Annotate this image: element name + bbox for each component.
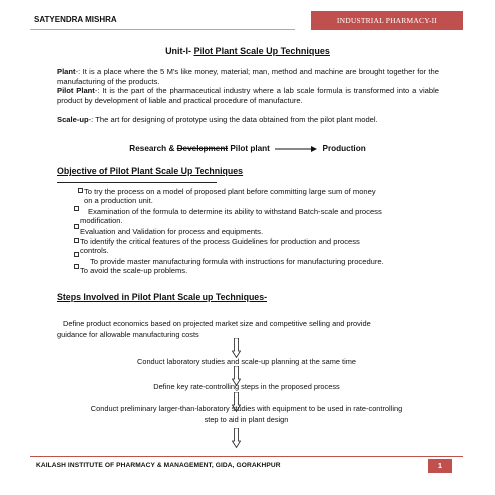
step-line: Conduct preliminary larger-than-laboratory studies with equipment to be used in rate-controlling: [90, 404, 403, 413]
definition-separator: -:: [75, 67, 83, 76]
objective-item: [80, 266, 187, 275]
objective-line: To avoid the scale-up problems.: [80, 266, 188, 275]
step-item: [30, 403, 463, 425]
step-line: guidance for allowable manufacturing costs: [57, 330, 199, 339]
definition-term: Scale-up: [57, 115, 89, 124]
definition-term: Pilot Plant: [57, 86, 95, 95]
objective-item: [80, 227, 263, 236]
step-item: [30, 381, 463, 392]
objective-item: [84, 187, 376, 205]
header-author: SATYENDRA MISHRA: [30, 11, 295, 30]
definition-term: Plant: [57, 67, 76, 76]
header-subject: INDUSTRIAL PHARMACY-II: [311, 11, 463, 30]
checkbox-icon: [74, 238, 79, 243]
step-line: Define key rate-controlling steps in the proposed process: [153, 382, 340, 391]
definition-text: It is a place where the 5 M's like money, material; man, method and machine are brought together for the manufacturing of the products.: [57, 67, 439, 86]
footer-institute: KAILASH INSTITUTE OF PHARMACY & MANAGEMENT, GIDA, GORAKHPUR: [36, 462, 281, 469]
definition-text: The art for designing of prototype using the data obtained from the pilot plant model.: [95, 115, 378, 124]
objective-item: [80, 237, 360, 255]
down-arrow-icon: [232, 338, 241, 358]
flow-development: Development: [176, 144, 229, 153]
objective-line: To identify the critical features of the process Guidelines for production and process: [80, 237, 360, 246]
checkbox-icon: [74, 206, 79, 211]
checkbox-icon: [78, 188, 83, 193]
checkbox-icon: [74, 264, 79, 269]
right-arrow-icon: [274, 145, 318, 153]
flow-pilot-plant: Pilot plant: [228, 144, 270, 153]
page-number-badge: 1: [428, 459, 452, 473]
research-flow-line: [0, 144, 495, 153]
objective-line: Evaluation and Validation for process and equipments.: [80, 227, 264, 236]
checkbox-icon: [74, 252, 79, 257]
step-line: step to aid in plant design: [204, 415, 289, 424]
objective-item: [90, 257, 384, 266]
objective-line: Examination of the formula to determine its ability to withstand Batch-scale and process: [88, 207, 382, 216]
objective-line: modification.: [80, 216, 123, 226]
objective-line: To try the process on a model of proposed plant before committing large sum of money: [84, 187, 376, 196]
objective-title: Objective of Pilot Plant Scale Up Techniques: [57, 166, 244, 176]
step-item: [57, 318, 371, 340]
flow-research: Research &: [129, 144, 177, 153]
checkbox-icon: [74, 224, 79, 229]
flow-production: Production: [322, 144, 366, 153]
objective-item: [80, 207, 382, 226]
step-line: Define product economics based on projected market size and competitive selling and provide: [63, 319, 371, 328]
down-arrow-icon: [232, 428, 241, 448]
definition-separator: -:: [94, 86, 103, 95]
objective-line: controls.: [80, 246, 109, 256]
unit-title-prefix: Unit-I-: [165, 46, 194, 56]
steps-title: Steps Involved in Pilot Plant Scale up Techniques-: [57, 292, 268, 302]
page-header: [30, 11, 463, 30]
step-line: Conduct laboratory studies and scale-up planning at the same time: [137, 357, 356, 366]
unit-title-text: Pilot Plant Scale Up Techniques: [193, 46, 330, 56]
definition-plant: [57, 67, 439, 86]
objective-divider: [57, 182, 217, 183]
step-item: [30, 356, 463, 367]
unit-title: [0, 46, 495, 56]
objective-line: on a production unit.: [84, 196, 153, 206]
definition-pilot-plant: [57, 86, 439, 105]
objective-line: To provide master manufacturing formula with instructions for manufacturing procedure.: [90, 257, 384, 266]
footer-divider: [30, 456, 463, 457]
definition-separator: -:: [88, 115, 96, 124]
definition-text: It is the part of the pharmaceutical industry where a lab scale formula is transformed into a viable product by development of liable and practical procedure of manufacture.: [57, 86, 439, 105]
definition-scale-up: [57, 115, 439, 125]
